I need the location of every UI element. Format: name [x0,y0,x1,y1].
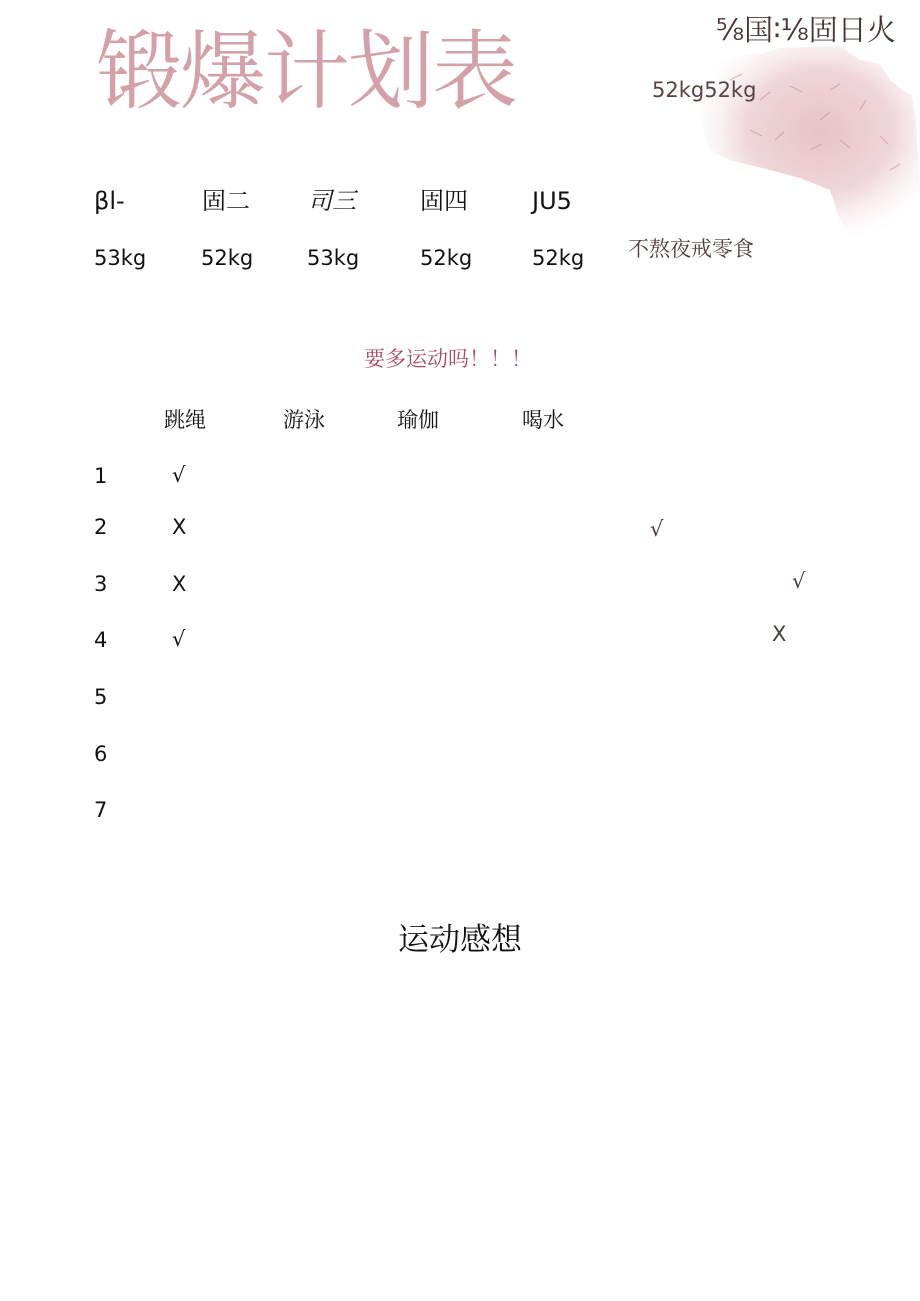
row-4-extra-mark: X [772,622,787,646]
corner-date-text: ⅝国∶⅛固日火 [716,13,896,47]
day-5-label: JU5 [532,187,572,215]
day-4-weight: 52kg [420,246,473,270]
row-3-jump-rope-mark: X [172,572,187,596]
row-number: 2 [94,515,108,539]
row-2-jump-rope-mark: X [172,515,187,539]
corner-weights: 52kg52kg [652,78,757,102]
day-3-label: 司三 [308,187,356,215]
day-5-weight: 52kg [532,246,585,270]
page-title: 锻爆计划表 [96,22,516,122]
column-yoga: 瑜伽 [397,408,439,432]
day-2-label: 固二 [202,187,250,215]
habit-note: 不熬夜戒零食 [628,237,754,261]
column-jump-rope: 跳绳 [164,408,206,432]
column-drink-water: 喝水 [522,408,564,432]
row-number: 7 [94,798,108,822]
row-2-extra-mark: √ [650,517,664,541]
row-4-jump-rope-mark: √ [172,627,186,651]
pink-watercolor-decoration [690,40,920,235]
row-number: 6 [94,742,108,766]
day-3-weight: 53kg [307,246,360,270]
slogan: 要多运动吗！！！ [364,347,532,371]
day-1-label: βl- [94,187,125,215]
row-1-jump-rope-mark: √ [172,463,186,487]
exercise-reflection-title: 运动感想 [398,922,522,958]
column-swimming: 游泳 [283,408,325,432]
day-2-weight: 52kg [201,246,254,270]
day-1-weight: 53kg [94,246,147,270]
row-number: 5 [94,685,108,709]
row-3-extra-mark: √ [792,569,806,593]
row-number: 4 [94,628,108,652]
row-number: 3 [94,572,108,596]
row-number: 1 [94,464,108,488]
day-4-label: 固四 [420,187,468,215]
